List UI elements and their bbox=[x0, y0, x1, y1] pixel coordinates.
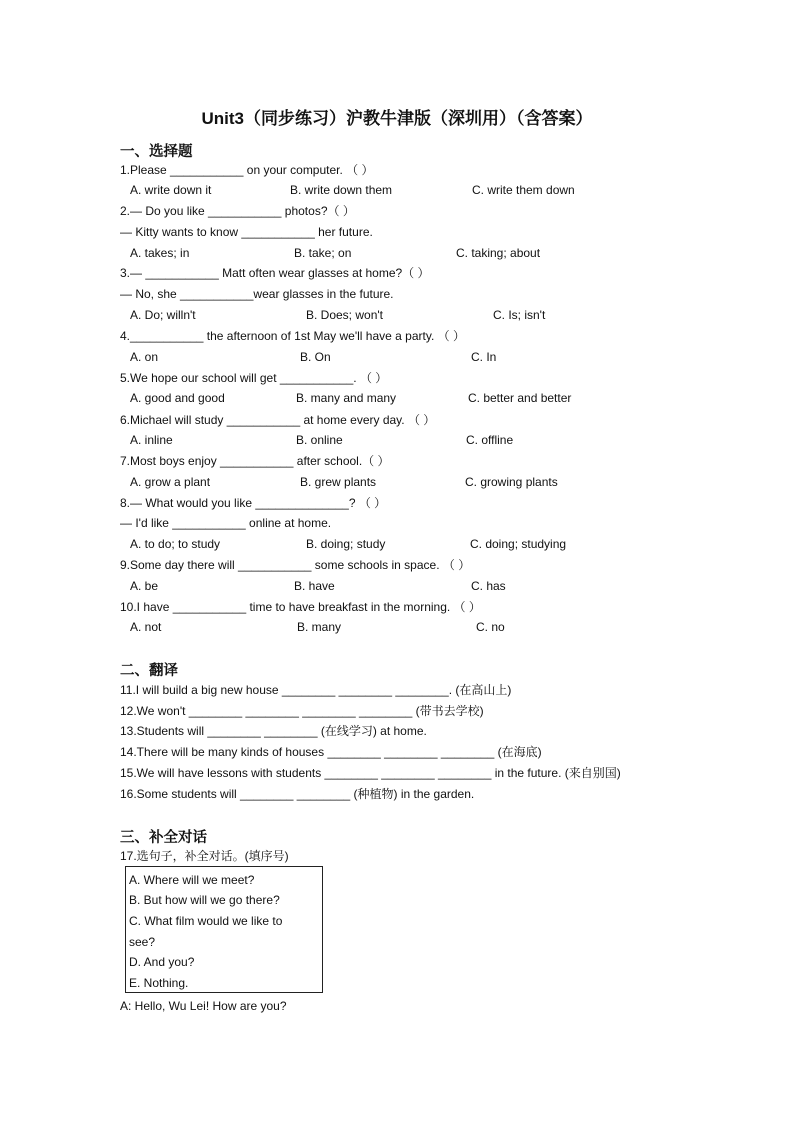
translation-item-15: 15.We will have lessons with students ________ ________ ________ in the future. (来自别国) bbox=[120, 766, 621, 780]
question-10-option-b: B. many bbox=[297, 620, 342, 634]
sentence-option-d: D. And you? bbox=[129, 955, 195, 969]
question-4-stem: 4.___________ the afternoon of 1st May we'll have a party. （ ） bbox=[120, 329, 465, 343]
sentence-option-c: C. What film would we like to bbox=[129, 914, 283, 928]
question-2-stem: 2.— Do you like ___________ photos?（ ） bbox=[120, 204, 355, 218]
question-3-option-c: C. Is; isn't bbox=[493, 308, 546, 322]
question-2-option-a: A. takes; in bbox=[130, 246, 190, 260]
dialogue-line-1: A: Hello, Wu Lei! How are you? bbox=[120, 999, 287, 1013]
question-6-option-a: A. inline bbox=[130, 433, 173, 447]
question-3-option-b: B. Does; won't bbox=[306, 308, 383, 322]
section-heading-choice: 一、选择题 bbox=[120, 144, 193, 160]
question-7-option-a: A. grow a plant bbox=[130, 475, 211, 489]
question-10-option-c: C. no bbox=[476, 620, 505, 634]
question-1-stem: 1.Please ___________ on your computer. （ ） bbox=[120, 163, 374, 177]
section-heading-dialogue: 三、补全对话 bbox=[120, 830, 207, 846]
page-title: Unit3（同步练习）沪教牛津版（深圳用）（含答案） bbox=[201, 109, 593, 128]
sentence-options-box bbox=[125, 866, 323, 993]
question-6-option-c: C. offline bbox=[466, 433, 514, 447]
question-8-stem-reply: — I'd like ___________ online at home. bbox=[120, 516, 332, 530]
question-6-stem: 6.Michael will study ___________ at home every day. （ ） bbox=[120, 413, 436, 427]
question-3-option-a: A. Do; willn't bbox=[130, 308, 196, 322]
question-17-instruction: 17.选句子，补全对话。(填序号) bbox=[120, 849, 289, 863]
question-6-option-b: B. online bbox=[296, 433, 343, 447]
question-9-stem: 9.Some day there will ___________ some schools in space. （ ） bbox=[120, 558, 471, 572]
translation-item-14: 14.There will be many kinds of houses ________ ________ ________ (在海底) bbox=[120, 745, 542, 759]
question-9-option-c: C. has bbox=[471, 579, 506, 593]
question-3-stem: 3.— ___________ Matt often wear glasses at home?（ ） bbox=[120, 266, 430, 280]
question-8-option-c: C. doing; studying bbox=[470, 537, 567, 551]
sentence-option-c-continued: see? bbox=[129, 935, 156, 949]
question-1-option-c: C. write them down bbox=[472, 183, 575, 197]
translation-item-11: 11.I will build a big new house ________ ________ ________. (在高山上) bbox=[120, 683, 512, 697]
question-8-stem: 8.— What would you like ______________? （ ） bbox=[120, 496, 387, 510]
question-2-option-c: C. taking; about bbox=[456, 246, 541, 260]
translation-item-12: 12.We won't ________ ________ ________ ________ (带书去学校) bbox=[120, 704, 484, 718]
question-5-option-b: B. many and many bbox=[296, 391, 397, 405]
question-4-option-c: C. In bbox=[471, 350, 497, 364]
question-8-option-b: B. doing; study bbox=[306, 537, 386, 551]
question-5-option-a: A. good and good bbox=[130, 391, 225, 405]
question-4-option-b: B. On bbox=[300, 350, 331, 364]
section-heading-translation: 二、翻译 bbox=[120, 663, 178, 679]
question-9-option-a: A. be bbox=[130, 579, 159, 593]
question-7-option-b: B. grew plants bbox=[300, 475, 377, 489]
question-8-option-a: A. to do; to study bbox=[130, 537, 221, 551]
question-2-stem-reply: — Kitty wants to know ___________ her future. bbox=[120, 225, 373, 239]
question-4-option-a: A. on bbox=[130, 350, 159, 364]
question-10-stem: 10.I have ___________ time to have breakfast in the morning. （ ） bbox=[120, 600, 481, 614]
question-5-option-c: C. better and better bbox=[468, 391, 572, 405]
question-1-option-b: B. write down them bbox=[290, 183, 393, 197]
question-7-option-c: C. growing plants bbox=[465, 475, 558, 489]
translation-item-13: 13.Students will ________ ________ (在线学习) at home. bbox=[120, 724, 427, 738]
translation-item-16: 16.Some students will ________ ________ (种植物) in the garden. bbox=[120, 787, 475, 801]
sentence-option-e: E. Nothing. bbox=[129, 976, 189, 990]
question-3-stem-reply: — No, she ___________wear glasses in the future. bbox=[120, 287, 394, 301]
sentence-option-b: B. But how will we go there? bbox=[129, 893, 280, 907]
question-10-option-a: A. not bbox=[130, 620, 162, 634]
question-9-option-b: B. have bbox=[294, 579, 335, 593]
question-2-option-b: B. take; on bbox=[294, 246, 352, 260]
question-5-stem: 5.We hope our school will get ___________. （ ） bbox=[120, 371, 388, 385]
sentence-option-a: A. Where will we meet? bbox=[129, 873, 255, 887]
question-7-stem: 7.Most boys enjoy ___________ after school.（ ） bbox=[120, 454, 390, 468]
question-1-option-a: A. write down it bbox=[130, 183, 212, 197]
